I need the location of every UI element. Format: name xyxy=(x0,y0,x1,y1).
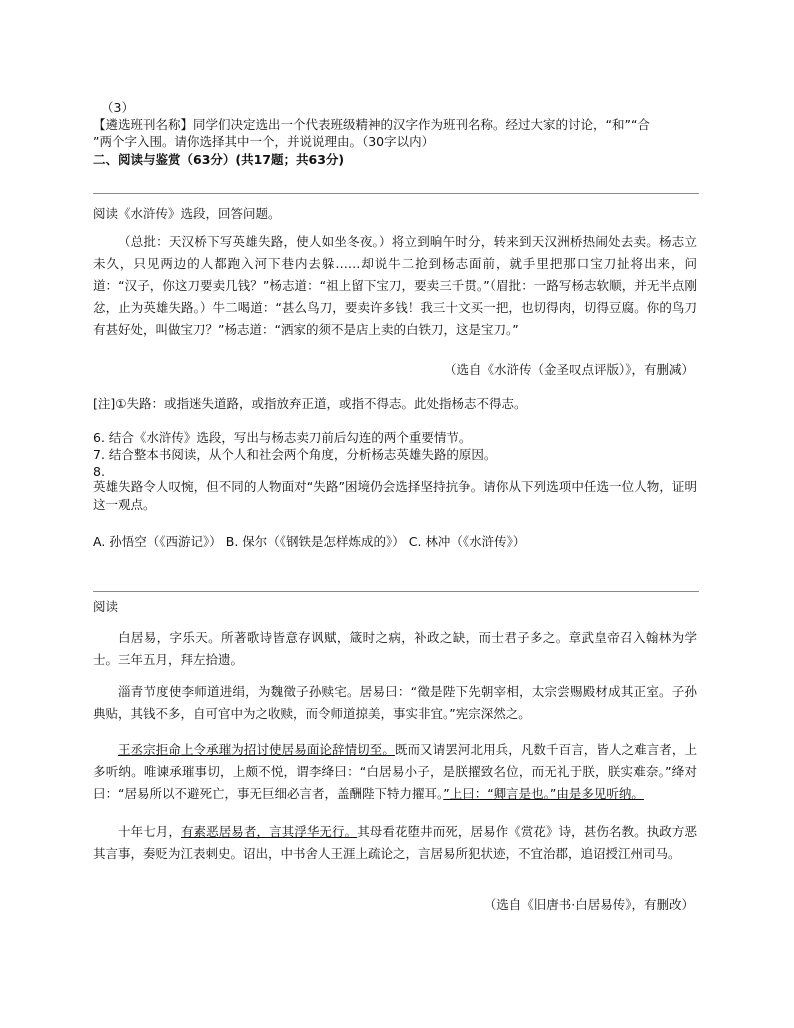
question-number: （3） xyxy=(101,100,134,115)
underlined-sentence: 有素恶居易者，言其浮华无行。 xyxy=(180,824,358,839)
question-8-text: 英雄失路令人叹惋，但不同的人物面对“失路”困境仍会选择坚持抗争。请你从下列选项中任选一位人物，证明这一观点。 xyxy=(93,479,697,512)
question-text-line-1: 【遴选班刊名称】同学们决定选出一个代表班级精神的汉字作为班刊名称。经过大家的讨论，“和”“合 xyxy=(93,117,650,132)
paragraph-text: 其母看花堕井而死，居易作《赏花》诗，甚伤名教。执政方恶其言事，奏贬为江表刺史。诏出，中书舍人王涯上疏论之，言居易所犯状迹，不宜治郡，追诏授江州司马。 xyxy=(93,824,697,861)
passage-intro: 阅读《水浒传》选段，回答问题。 xyxy=(93,206,281,221)
passage-source: （选自《水浒传（金圣叹点评版）》，有删减） xyxy=(443,362,694,377)
passage-paragraph: 白居易，字乐天。所著歌诗皆意存讽赋，箴时之病，补政之缺，而士君子多之。章武皇帝召入翰林为学士。三年五月，拜左拾遗。 xyxy=(93,630,697,667)
passage-paragraph: 淄青节度使李师道进绢，为魏徵子孙赎宅。居易曰：“徵是陛下先朝宰相，太宗尝赐殿材成其正室。子孙典贴，其钱不多，自可官中为之收赎，而令师道掠美，事实非宜。”宪宗深然之。 xyxy=(93,684,697,721)
passage-source: （选自《旧唐书·白居易传》，有删改） xyxy=(483,897,694,912)
passage-paragraph xyxy=(93,739,697,805)
paragraph-text: 十年七月， xyxy=(118,824,181,839)
passage-paragraph xyxy=(93,821,697,865)
question-8-options: A. 孙悟空（《西游记》） B. 保尔（《钢铁是怎样炼成的》） C. 林冲（《水浒传》） xyxy=(93,534,526,549)
question-7: 7. 结合整本书阅读，从个人和社会两个角度，分析杨志英雄失路的原因。 xyxy=(93,447,497,462)
underlined-sentence: ”上曰：“卿言是也。”由是多见听纳。 xyxy=(443,786,644,801)
passage-intro: 阅读 xyxy=(93,599,119,614)
question-text-line-2: ”两个字入围。请你选择其中一个，并说说理由。（30字以内） xyxy=(93,134,435,149)
section-heading: 二、阅读与鉴赏（63分）(共17题；共63分) xyxy=(93,152,345,167)
annotation-note: [注]①失路：或指迷失道路，或指放弃正道，或指不得志。此处指杨志不得志。 xyxy=(93,396,527,411)
divider xyxy=(93,591,699,592)
divider xyxy=(93,193,699,194)
underlined-sentence: 王丞宗拒命上令承璀为招讨使居易面论辞情切至。 xyxy=(118,742,395,757)
paragraph-text: 既而又请罢河北用兵，凡数千百言，皆人之难言者，上多听纳。唯谏承璀事切，上颇不悦，谓李绛曰：“白居易小子，是朕擢致名位，而无礼于朕，朕实难奈。”绛对曰：“居易所以不避死亡，事无巨细必言者，盖酬陛下特力擢耳。 xyxy=(93,742,697,801)
passage-text: （总批：天汉桥下写英雄失路，使人如坐冬夜。）将立到晌午时分，转来到天汉洲桥热闹处去卖。杨志立未久，只见两边的人都跑入河下巷内去躲……却说牛二抢到杨志面前，就手里把那口宝刀扯将出来，问道：“汉子，你这刀要卖几钱？”杨志道：“祖上留下宝刀，要卖三千贯。”（眉批：一路写杨志软顺，并无半点刚忿，止为英雄失路。）牛二喝道：“甚么鸟刀，要卖许多钱！我三十文买一把，也切得肉，切得豆腐。你的鸟刀有甚好处，叫做宝刀？”杨志道：“洒家的须不是店上卖的白铁刀，这是宝刀。” xyxy=(93,234,697,337)
question-8-number: 8. xyxy=(93,464,105,479)
question-6: 6. 结合《水浒传》选段，写出与杨志卖刀前后勾连的两个重要情节。 xyxy=(93,430,472,445)
